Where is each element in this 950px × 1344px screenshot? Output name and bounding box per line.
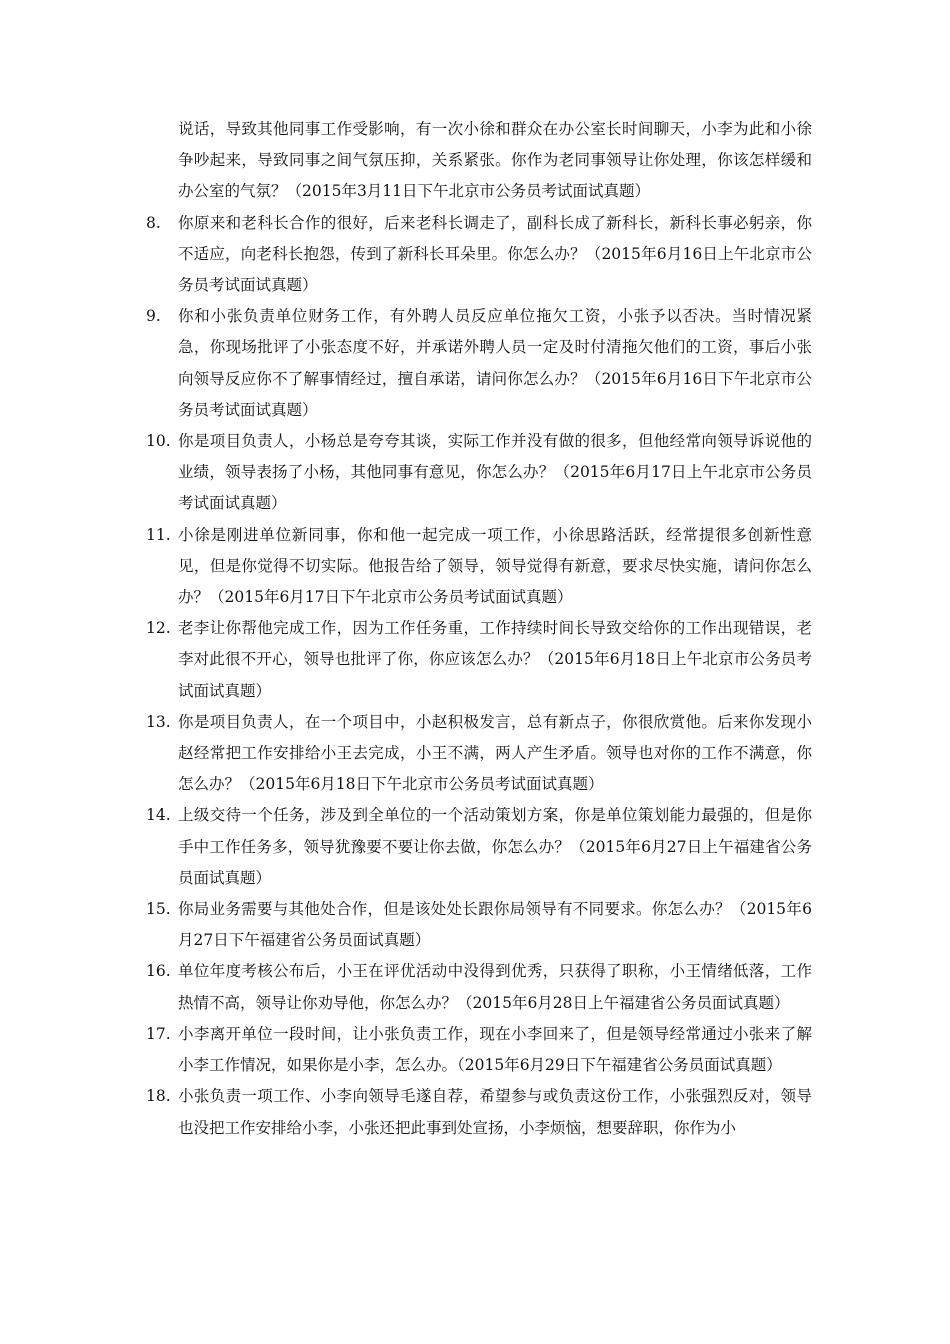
question-text: 单位年度考核公布后，小王在评优活动中没得到优秀，只获得了职称，小王情绪低落，工作热情不高，领导让你劝导他，你怎么办？（2015年6月28日上午福建省公务员面试真题） — [178, 962, 812, 1012]
question-item — [146, 1081, 812, 1143]
question-text: 你原来和老科长合作的很好，后来老科长调走了，副科长成了新科长，新科长事必躬亲，你不适应，向老科长抱怨，传到了新科长耳朵里。你怎么办？（2015年6月16日上午北京市公务员考试面试真题） — [178, 213, 812, 295]
question-number: 12. — [146, 619, 171, 638]
question-number: 15. — [146, 900, 171, 919]
question-number: 16. — [146, 962, 171, 981]
continued-paragraph: 说话，导致其他同事工作受影响，有一次小徐和群众在办公室长时间聊天，小李为此和小徐争吵起来，导致同事之间气氛压抑，关系紧张。你作为老同事领导让你处理，你该怎样缓和办公室的气氛？（2015年3月11日下午北京市公务员考试面试真题） — [178, 120, 812, 201]
question-item — [146, 956, 812, 1018]
question-text: 老李让你帮他完成工作，因为工作任务重，工作持续时间长导致交给你的工作出现错误，老李对此很不开心，领导也批评了你，你应该怎么办？（2015年6月18日上午北京市公务员考试面试真题） — [178, 619, 812, 700]
question-number: 14. — [146, 806, 171, 825]
question-number: 11. — [146, 525, 171, 544]
question-item — [146, 520, 812, 614]
question-list — [146, 114, 812, 1144]
question-text: 你是项目负责人，在一个项目中，小赵积极发言，总有新点子，你很欣赏他。后来你发现小赵经常把工作安排给小王去完成，小王不满，两人产生矛盾。领导也对你的工作不满意，你怎么办？（2015年6月18日下午北京市公务员考试面试真题） — [178, 712, 812, 794]
question-number: 18. — [146, 1087, 171, 1106]
question-number: 9. — [146, 307, 161, 326]
question-number: 8. — [146, 213, 161, 232]
question-number: 10. — [146, 432, 171, 451]
question-text: 你和小张负责单位财务工作，有外聘人员反应单位拖欠工资，小张予以否决。当时情况紧急，你现场批评了小张态度不好，并承诺外聘人员一定及时付清拖欠他们的工资，事后小张向领导反应你不了解事情经过，擅自承诺，请问你怎么办？（2015年6月16日下午北京市公务员考试面试真题） — [178, 307, 812, 419]
question-text: 小张负责一项工作、小李向领导毛遂自荐，希望参与或负责这份工作，小张强烈反对，领导也没把工作安排给小李，小张还把此事到处宣扬，小李烦恼，想要辞职，你作为小 — [178, 1087, 812, 1137]
question-item — [146, 613, 812, 707]
question-text: 上级交待一个任务，涉及到全单位的一个活动策划方案，你是单位策划能力最强的，但是你手中工作任务多，领导犹豫要不要让你去做，你怎么办？（2015年6月27日上午福建省公务员面试真题） — [178, 806, 812, 887]
question-item — [146, 426, 812, 520]
question-item — [146, 301, 812, 426]
question-item — [146, 1019, 812, 1081]
question-text: 你局业务需要与其他处合作，但是该处处长跟你局领导有不同要求。你怎么办？（2015年6月27日下午福建省公务员面试真题） — [178, 900, 812, 950]
question-number: 17. — [146, 1024, 171, 1043]
question-number: 13. — [146, 712, 171, 731]
question-item — [146, 208, 812, 302]
question-text: 你是项目负责人，小杨总是夸夸其谈，实际工作并没有做的很多，但他经常向领导诉说他的业绩，领导表扬了小杨，其他同事有意见，你怎么办？（2015年6月17日上午北京市公务员考试面试真题） — [178, 432, 812, 513]
question-item — [146, 707, 812, 801]
question-text: 小徐是刚进单位新同事，你和他一起完成一项工作，小徐思路活跃，经常提很多创新性意见，但是你觉得不切实际。他报告给了领导，领导觉得有新意，要求尽快实施，请问你怎么办？（2015年6月17日下午北京市公务员考试面试真题） — [178, 525, 812, 607]
question-item — [146, 894, 812, 956]
question-item — [146, 800, 812, 894]
question-text: 小李离开单位一段时间，让小张负责工作，现在小李回来了，但是领导经常通过小张来了解小李工作情况，如果你是小李，怎么办。（2015年6月29日下午福建省公务员面试真题） — [178, 1024, 812, 1075]
